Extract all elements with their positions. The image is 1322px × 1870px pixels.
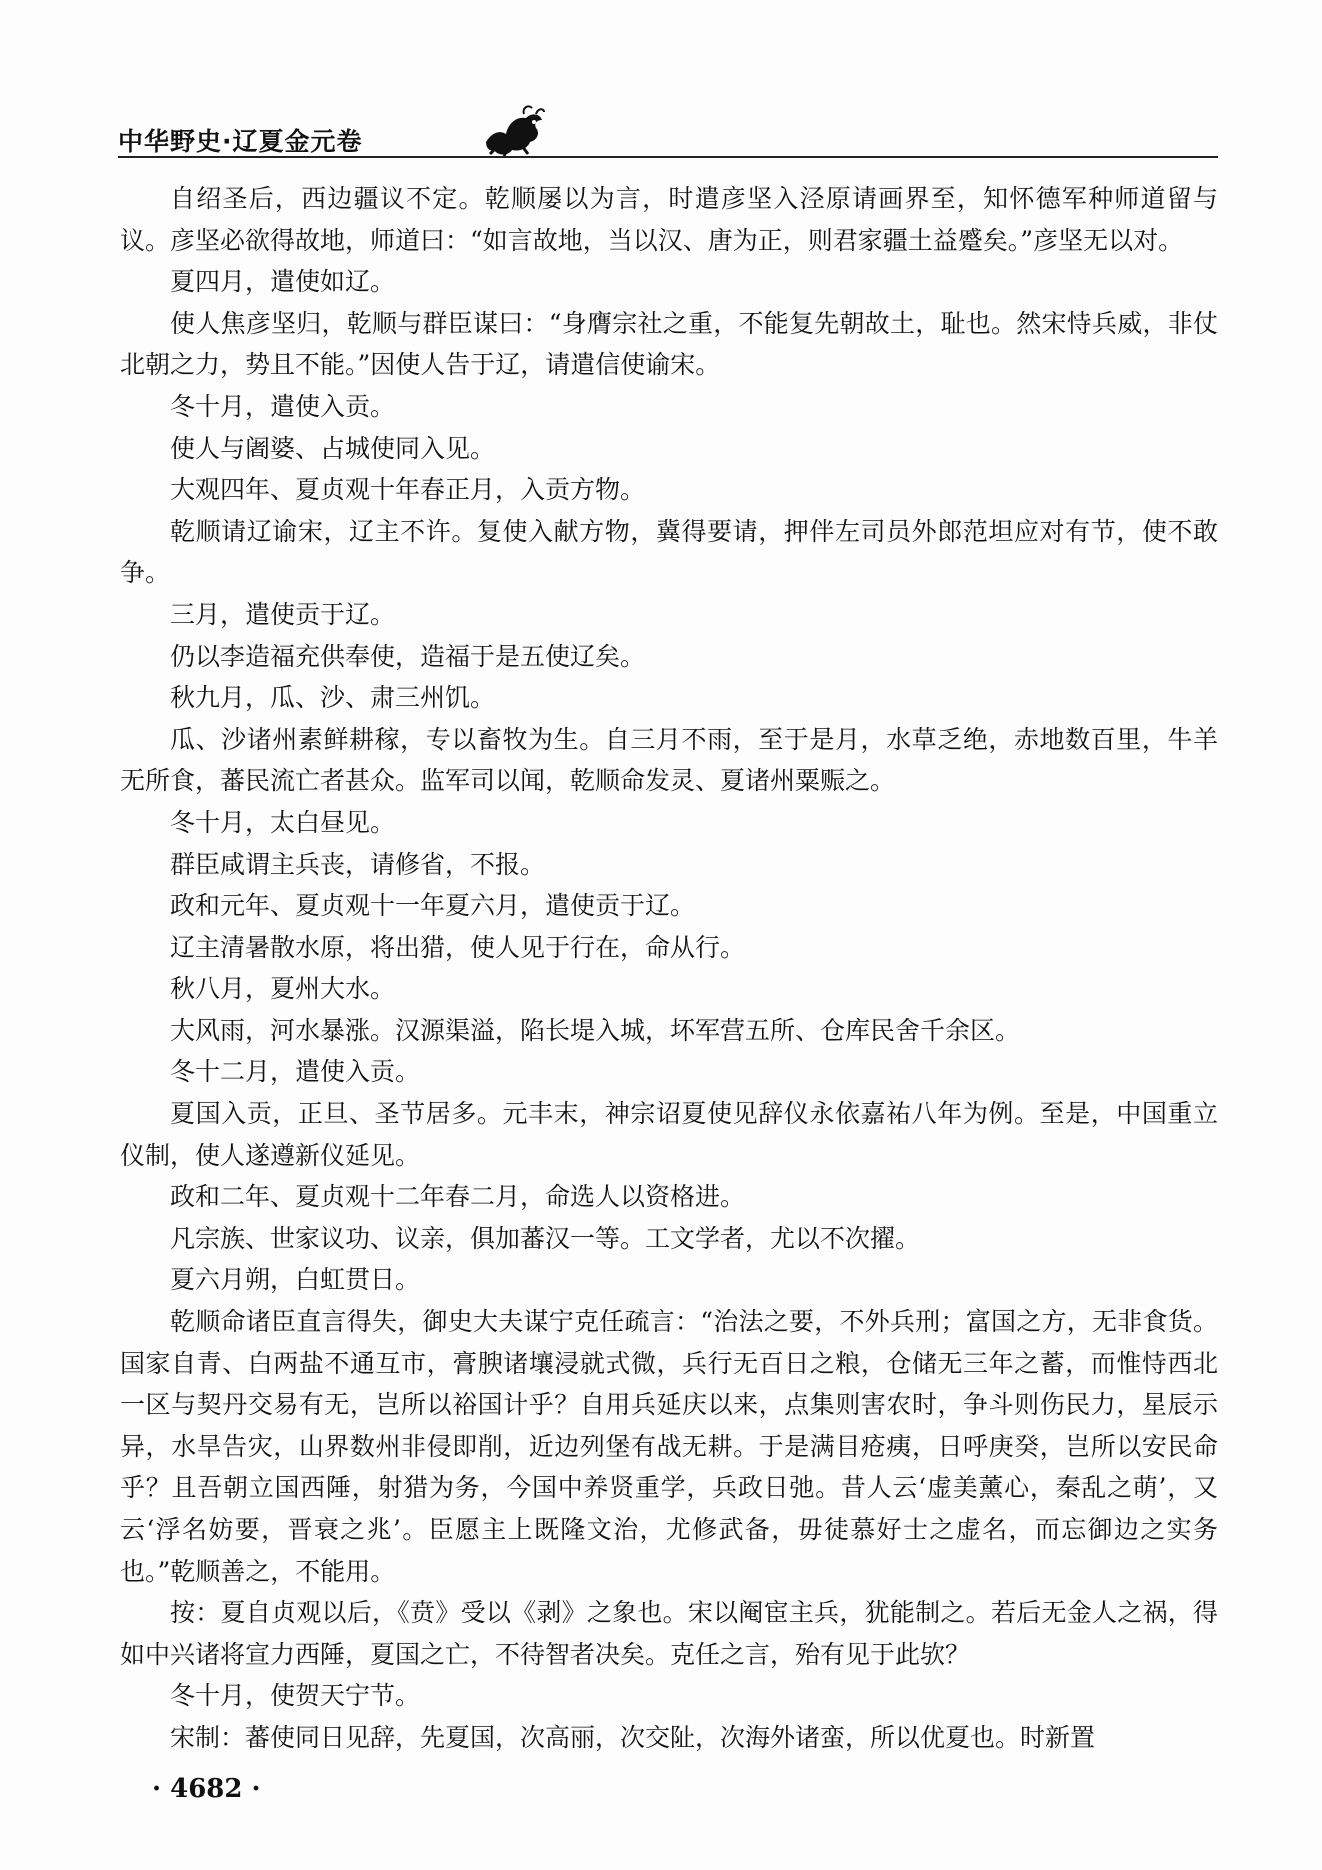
book-title: 中华野史·辽夏金元卷 [118,127,363,156]
paragraph: 仍以李造福充供奉使，造福于是五使辽矣。 [170,641,646,671]
paragraph: 政和元年、夏贞观十一年夏六月，遣使贡于辽。 [170,891,696,921]
body-text [120,178,1218,1759]
paragraph: 宋制：蕃使同日见辞，先夏国，次高丽，次交阯，次海外诸蛮，所以优夏也。时新置 [170,1722,1096,1752]
paragraph: 乾顺命诸臣直言得失，御史大夫谋宁克任疏言：“治法之要，不外兵刑；富国之方，无非食货。国家自青、白两盐不通互市，膏腴诸壤浸就式微，兵行无百日之粮，仓储无三年之蓄，而惟恃西北一区与契丹交易有无，岂所以裕国计乎？自用兵延庆以来，点集则害农时，争斗则伤民力，星辰示异，水旱告灾，山界数州非侵即削，近边列堡有战无耕。于是满目疮痍，日呼庚癸，岂所以安民命乎？且吾朝立国西陲，射猎为务，今国中养贤重学，兵政日弛。昔人云‘虚美薰心，秦乱之萌’，又云‘浮名妨要，晋衰之兆’。臣愿主上既隆文治，尤修武备，毋徒慕好士之虚名，而忘御边之实务也。”乾顺善之，不能用。 [120,1307,1218,1586]
paragraph: 冬十月，太白昼见。 [170,807,396,837]
paragraph: 使人焦彦坚归，乾顺与群臣谋曰：“身膺宗社之重，不能复先朝故土，耻也。然宋恃兵威，非仗北朝之力，势且不能。”因使人告于辽，请遣信使谕宋。 [120,308,1218,380]
paragraph: 秋八月，夏州大水。 [170,974,396,1004]
dragon-icon [478,102,548,158]
paragraph: 大风雨，河水暴涨。汉源渠溢，陷长堤入城，坏军营五所、仓库民舍千余区。 [170,1015,1021,1045]
paragraph: 瓜、沙诸州素鲜耕稼，专以畜牧为生。自三月不雨，至于是月，水草乏绝，赤地数百里，牛羊无所食，蕃民流亡者甚众。监军司以闻，乾顺命发灵、夏诸州粟赈之。 [120,724,1218,796]
paragraph: 自绍圣后，西边疆议不定。乾顺屡以为言，时遣彦坚入泾原请画界至，知怀德军种师道留与议。彦坚必欲得故地，师道曰：“如言故地，当以汉、唐为正，则君家疆土益蹙矣。”彦坚无以对。 [120,184,1218,255]
paragraph: 夏四月，遣使如辽。 [170,267,396,297]
paragraph: 凡宗族、世家议功、议亲，俱加蕃汉一等。工文学者，尤以不次擢。 [170,1223,921,1253]
paragraph: 冬十月，遣使入贡。 [170,391,396,421]
paragraph: 乾顺请辽谕宋，辽主不许。复使入献方物，冀得要请，押伴左司员外郎范坦应对有节，使不敢争。 [120,516,1218,588]
paragraph: 三月，遣使贡于辽。 [170,599,396,629]
paragraph: 使人与阇婆、占城使同入见。 [170,433,496,463]
paragraph: 辽主清暑散水原，将出猎，使人见于行在，命从行。 [170,932,746,962]
paragraph: 政和二年、夏贞观十二年春二月，命选人以资格进。 [170,1182,746,1212]
paragraph: 大观四年、夏贞观十年春正月，入贡方物。 [170,475,646,505]
page-header [118,92,1218,162]
paragraph: 冬十二月，遣使入贡。 [170,1057,421,1087]
paragraph: 按：夏自贞观以后，《贲》受以《剥》之象也。宋以阉宦主兵，犹能制之。若后无金人之祸，得如中兴诸将宣力西陲，夏国之亡，不待智者决矣。克任之言，殆有见于此欤？ [120,1598,1218,1669]
paragraph: 夏国入贡，正旦、圣节居多。元丰末，神宗诏夏使见辞仪永依嘉祐八年为例。至是，中国重立仪制，使人遂遵新仪延见。 [120,1099,1218,1170]
paragraph: 夏六月朔，白虹贯日。 [170,1265,421,1295]
header-rule [118,156,1218,158]
page-number: · 4682 · [152,1774,261,1804]
paragraph: 冬十月，使贺天宁节。 [170,1681,421,1711]
paragraph: 群臣咸谓主兵丧，请修省，不报。 [170,849,546,879]
paragraph: 秋九月，瓜、沙、肃三州饥。 [170,683,496,713]
